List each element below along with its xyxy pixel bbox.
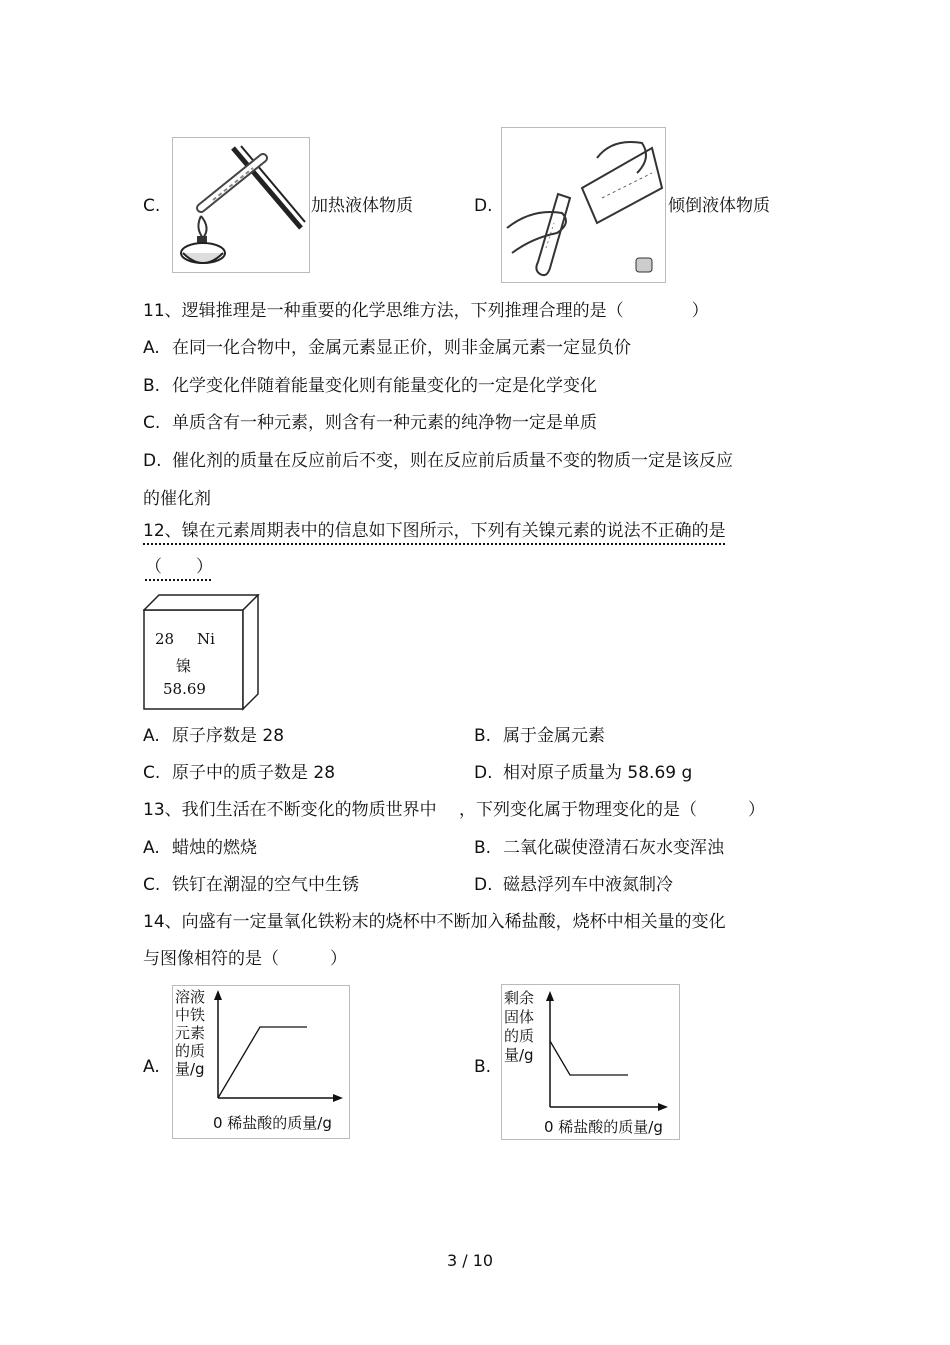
heating-liquid-illustration: [173, 138, 309, 272]
q12-option-a-letter: A.: [143, 726, 160, 746]
graph-a-ylabel-line: 的质: [175, 1042, 206, 1060]
atomic-mass: 58.69: [163, 680, 206, 698]
graph-a-curve: [218, 1027, 307, 1098]
q11-option-d-text: 催化剂的质量在反应前后不变，则在反应前后质量不变的物质一定是该反应: [172, 451, 733, 471]
q11-option-a-letter: A.: [143, 338, 160, 358]
graph-b-ylabel-line: 剩余: [504, 989, 535, 1007]
q13-option-b-letter: B.: [474, 838, 492, 858]
pouring-liquid-figure: [501, 127, 666, 283]
graph-b-ylabel-line: 的质: [504, 1027, 535, 1045]
q12-option-b-letter: B.: [474, 726, 492, 746]
q14-stem-line1: 14、向盛有一定量氧化铁粉末的烧杯中不断加入稀盐酸，烧杯中相关量的变化: [143, 912, 726, 932]
q10-option-d-letter: D.: [474, 196, 493, 216]
pouring-liquid-illustration: [502, 128, 665, 282]
q14-option-a-letter: A.: [143, 1057, 160, 1077]
q11-option-c-text: 单质含有一种元素，则含有一种元素的纯净物一定是单质: [172, 413, 597, 433]
q12-option-d-letter: D.: [474, 763, 493, 783]
graph-a: [172, 985, 350, 1139]
q14-stem-line2: 与图像相符的是（ ）: [143, 949, 347, 969]
q10-option-c-text: 加热液体物质: [311, 196, 413, 216]
q11-option-d-continuation: 的催化剂: [143, 489, 211, 509]
q13-option-b-text: 二氧化碳使澄清石灰水变浑浊: [503, 838, 724, 858]
q13-option-d-letter: D.: [474, 875, 493, 895]
graph-a-ylabel-line: 量/g: [175, 1060, 205, 1078]
q12-option-a-text: 原子序数是 28: [172, 726, 285, 746]
graph-a-ylabel-line: 中铁: [175, 1006, 206, 1024]
heating-liquid-figure: [172, 137, 310, 273]
q14-option-b-letter: B.: [474, 1057, 492, 1077]
q10-option-c-letter: C.: [143, 196, 161, 216]
graph-b-xlabel: 0 稀盐酸的质量/g: [544, 1118, 663, 1136]
q12-option-c-letter: C.: [143, 763, 161, 783]
graph-a-ylabel-line: 元素: [175, 1024, 206, 1042]
q12-stem-line1: 12、镍在元素周期表中的信息如下图所示，下列有关镍元素的说法不正确的是: [143, 521, 726, 541]
q11-option-b-text: 化学变化伴随着能量变化则有能量变化的一定是化学变化: [172, 376, 597, 396]
graph-a-xlabel: 0 稀盐酸的质量/g: [213, 1114, 332, 1132]
q11-stem: 11、逻辑推理是一种重要的化学思维方法，下列推理合理的是（ ）: [143, 301, 709, 321]
q11-option-c-letter: C.: [143, 413, 161, 433]
q11-option-a-text: 在同一化合物中，金属元素显正价，则非金属元素一定显负价: [172, 338, 631, 358]
graph-b-ylabel-line: 固体: [504, 1008, 535, 1026]
graph-a-ylabel-line: 溶液: [175, 988, 206, 1006]
page-number: 3 / 10: [447, 1251, 494, 1270]
graph-b: [501, 984, 680, 1140]
q12-option-d-text: 相对原子质量为 58.69 g: [503, 763, 693, 783]
q11-option-b-letter: B.: [143, 376, 161, 396]
q12-option-b-text: 属于金属元素: [503, 726, 605, 746]
q12-stem-line2: （ ）: [145, 557, 213, 577]
element-name: 镍: [176, 657, 192, 675]
atomic-number: 28: [155, 630, 175, 648]
q13-option-d-text: 磁悬浮列车中液氮制冷: [503, 875, 673, 895]
q13-option-a-text: 蜡烛的燃烧: [172, 838, 257, 858]
q12-option-c-text: 原子中的质子数是 28: [172, 763, 336, 783]
q13-option-c-letter: C.: [143, 875, 161, 895]
graph-b-curve: [550, 1041, 628, 1075]
q13-stem: 13、我们生活在不断变化的物质世界中 ，下列变化属于物理变化的是（ ）: [143, 800, 766, 820]
graph-b-ylabel-line: 量/g: [504, 1046, 534, 1064]
q11-option-d-letter: D.: [143, 451, 162, 471]
q10-option-d-text: 倾倒液体物质: [668, 196, 770, 216]
q13-option-c-text: 铁钉在潮湿的空气中生锈: [172, 875, 359, 895]
nickel-element-cube: [143, 594, 260, 711]
q13-option-a-letter: A.: [143, 838, 160, 858]
element-symbol: Ni: [197, 630, 215, 648]
